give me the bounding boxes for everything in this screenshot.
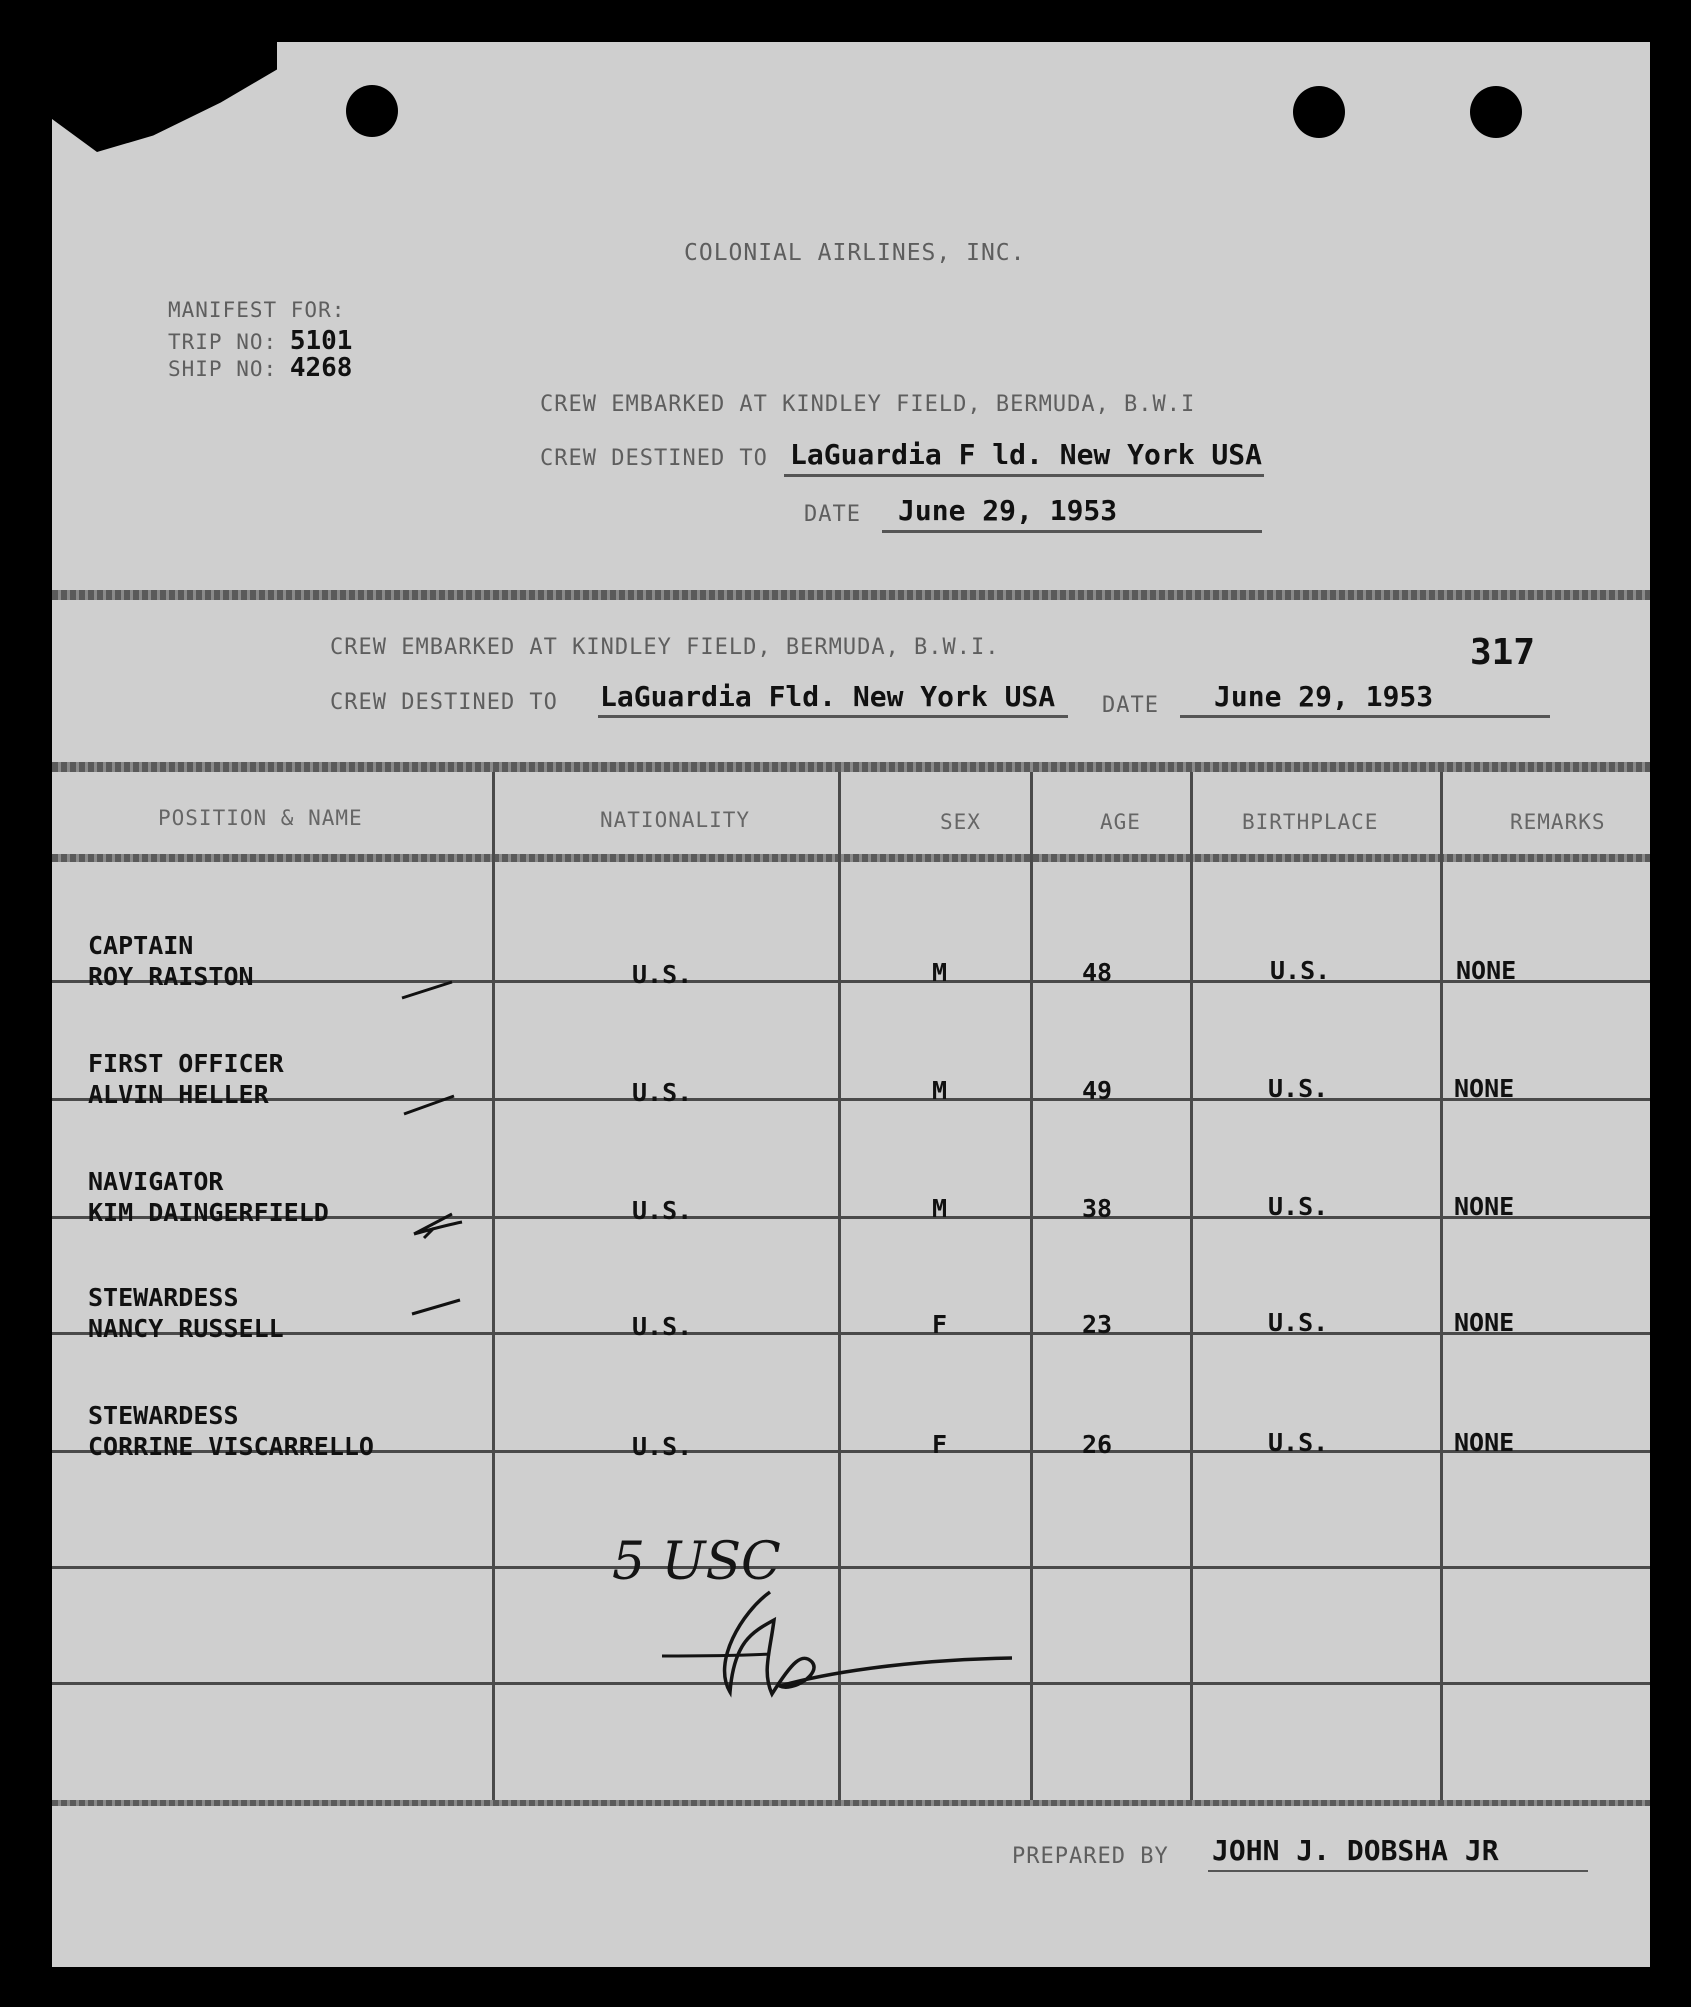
top-embarked: CREW EMBARKED AT KINDLEY FIELD, BERMUDA, B.W.I	[540, 392, 1196, 417]
trip-number: 5101	[289, 326, 353, 356]
manifest-page	[52, 42, 1650, 1967]
torn-corner	[52, 42, 277, 152]
row-4-sex: F	[932, 1310, 948, 1339]
punch-hole	[1293, 86, 1345, 138]
row-3-birthplace: U.S.	[1268, 1192, 1329, 1221]
row-2-sex: M	[932, 1076, 948, 1105]
second-destination-underline	[598, 715, 1068, 718]
row-divider	[52, 980, 1650, 983]
row-1-remarks: NONE	[1456, 956, 1517, 985]
row-1-age: 48	[1082, 958, 1113, 987]
table-row-4-name: STEWARDESS NANCY RUSSELL	[88, 1283, 284, 1343]
row-3-remarks: NONE	[1454, 1192, 1515, 1221]
table-row-1-name: CAPTAIN ROY RAISTON	[88, 931, 254, 991]
row-4-birthplace: U.S.	[1268, 1308, 1329, 1337]
ship-line: SHIP NO: 4268	[168, 353, 353, 383]
prepared-by-name: JOHN J. DOBSHA JR	[1212, 1834, 1499, 1867]
header-nationality: NATIONALITY	[600, 808, 751, 832]
punch-hole	[1470, 86, 1522, 138]
row-4-remarks: NONE	[1454, 1308, 1515, 1337]
ship-number: 4268	[289, 353, 353, 383]
company-name: COLONIAL AIRLINES, INC.	[684, 240, 1026, 266]
second-embarked: CREW EMBARKED AT KINDLEY FIELD, BERMUDA, B.W.I.	[330, 635, 1000, 660]
table-row-3-name: NAVIGATOR KIM DAINGERFIELD	[88, 1167, 329, 1227]
punch-hole	[346, 85, 398, 137]
table-row-2-name: FIRST OFFICER ALVIN HELLER	[88, 1049, 284, 1109]
column-divider	[492, 772, 495, 1800]
row-2-nationality: U.S.	[632, 1078, 693, 1107]
row-4-nationality: U.S.	[632, 1312, 693, 1341]
check-marks	[342, 942, 482, 1422]
row-divider	[52, 1332, 1650, 1335]
row-1-nationality: U.S.	[632, 960, 693, 989]
prepared-by-label: PREPARED BY	[1012, 1844, 1169, 1869]
manifest-label: MANIFEST FOR:	[168, 298, 346, 322]
table-top-border	[52, 762, 1650, 772]
header-age: AGE	[1100, 810, 1141, 834]
row-divider	[52, 1098, 1650, 1101]
row-3-age: 38	[1082, 1194, 1113, 1223]
trip-line: TRIP NO: 5101	[168, 326, 353, 356]
page-number: 317	[1470, 632, 1536, 673]
top-date-label: DATE	[804, 502, 861, 527]
row-2-birthplace: U.S.	[1268, 1074, 1329, 1103]
row-5-birthplace: U.S.	[1268, 1428, 1329, 1457]
table-bottom-border	[52, 1800, 1650, 1806]
second-date-underline	[1180, 715, 1550, 718]
row-divider	[52, 1566, 1650, 1569]
header-divider	[52, 854, 1650, 862]
column-divider	[1440, 772, 1443, 1800]
row-5-sex: F	[932, 1430, 948, 1459]
row-5-age: 26	[1082, 1430, 1113, 1459]
row-4-age: 23	[1082, 1310, 1113, 1339]
column-divider	[1190, 772, 1193, 1800]
header-position-name: POSITION & NAME	[158, 806, 363, 830]
header-sex: SEX	[940, 810, 981, 834]
row-3-sex: M	[932, 1194, 948, 1223]
handwritten-signature	[652, 1582, 1052, 1732]
handwritten-note: 5 USC	[612, 1532, 781, 1592]
row-2-remarks: NONE	[1454, 1074, 1515, 1103]
top-destination-underline	[784, 474, 1264, 477]
row-3-nationality: U.S.	[632, 1196, 693, 1225]
top-date-underline	[882, 530, 1262, 533]
header-remarks: REMARKS	[1510, 810, 1606, 834]
row-5-nationality: U.S.	[632, 1432, 693, 1461]
section-divider	[52, 590, 1650, 600]
row-1-birthplace: U.S.	[1270, 956, 1331, 985]
top-destination: LaGuardia F ld. New York USA	[790, 438, 1263, 471]
second-destination: LaGuardia Fld. New York USA	[600, 680, 1056, 713]
second-destined-label: CREW DESTINED TO	[330, 690, 558, 715]
top-destined-label: CREW DESTINED TO	[540, 446, 768, 471]
second-date-label: DATE	[1102, 693, 1159, 718]
second-date: June 29, 1953	[1214, 680, 1434, 713]
table-row-5-name: STEWARDESS CORRINE VISCARRELLO	[88, 1401, 374, 1461]
header-birthplace: BIRTHPLACE	[1242, 810, 1379, 834]
prepared-by-underline	[1208, 1870, 1588, 1872]
row-2-age: 49	[1082, 1076, 1113, 1105]
row-5-remarks: NONE	[1454, 1428, 1515, 1457]
top-date: June 29, 1953	[898, 494, 1118, 527]
row-1-sex: M	[932, 958, 948, 987]
